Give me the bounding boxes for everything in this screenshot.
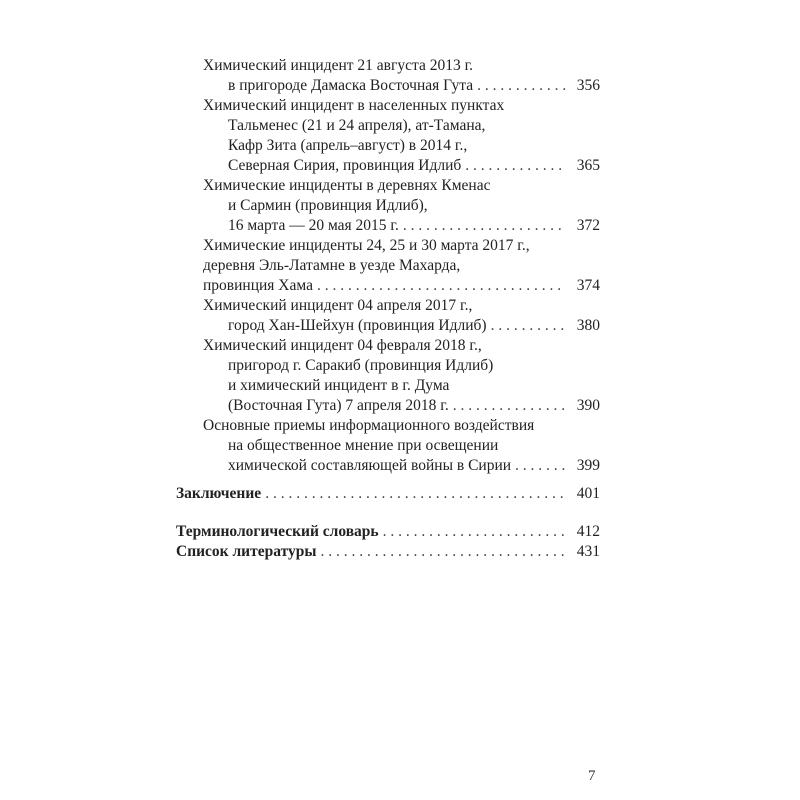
toc-chapter-title: Список литературы bbox=[176, 543, 317, 560]
dot-leader bbox=[515, 456, 566, 476]
toc-page-number: 365 bbox=[576, 157, 600, 174]
toc-entry-line bbox=[176, 296, 600, 316]
toc-entry-text: (Восточная Гута) 7 апреля 2018 г. bbox=[228, 397, 449, 414]
page-number: 7 bbox=[588, 768, 596, 784]
toc-entry-text: 16 марта — 20 мая 2015 г. bbox=[228, 217, 399, 234]
toc-entry-text: город Хан-Шейхун (провинция Идлиб) bbox=[228, 317, 487, 334]
toc-page-number: 412 bbox=[576, 523, 600, 540]
toc-entry-text: Химический инцидент 04 февраля 2018 г., bbox=[203, 337, 482, 354]
toc-entry-line bbox=[176, 156, 600, 176]
dot-leader bbox=[403, 216, 566, 236]
toc-chapter-title: Терминологический словарь bbox=[176, 523, 379, 540]
dot-leader bbox=[320, 542, 566, 562]
toc-page-number: 380 bbox=[576, 317, 600, 334]
toc-page-number: 374 bbox=[576, 277, 600, 294]
toc-entry-line bbox=[176, 336, 600, 356]
toc-page-number: 431 bbox=[576, 543, 600, 560]
toc-entry-text: в пригороде Дамаска Восточная Гута bbox=[228, 77, 474, 94]
toc-entry-line bbox=[176, 216, 600, 236]
toc-chapter-line bbox=[176, 522, 600, 542]
toc-chapter-group bbox=[176, 522, 600, 562]
toc-entry-text: Химические инциденты 24, 25 и 30 марта 2017 г., bbox=[203, 237, 530, 254]
toc-entry-text: Тальменес (21 и 24 апреля), ат-Тамана, bbox=[228, 117, 486, 134]
toc-entry-line bbox=[176, 456, 600, 476]
toc-entry-line bbox=[176, 316, 600, 336]
toc-entry-text: Основные приемы информационного воздействия bbox=[203, 417, 535, 434]
dot-leader bbox=[477, 76, 566, 96]
toc-entry-line bbox=[176, 236, 600, 256]
toc-entry-text: химической составляющей войны в Сирии bbox=[228, 457, 512, 474]
toc-chapter-title: Заключение bbox=[176, 485, 262, 502]
dot-leader bbox=[383, 522, 566, 542]
dot-leader bbox=[453, 396, 566, 416]
toc-entry-text: Кафр Зита (апрель–август) в 2014 г., bbox=[228, 137, 468, 154]
toc-entry-text: пригород г. Саракиб (провинция Идлиб) bbox=[228, 357, 494, 374]
toc-page-number: 399 bbox=[576, 457, 600, 474]
dot-leader bbox=[465, 156, 566, 176]
toc-entry-text: Химические инциденты в деревнях Кменас bbox=[203, 177, 491, 194]
toc-chapter-line bbox=[176, 484, 600, 504]
toc-page-number: 401 bbox=[576, 485, 600, 502]
toc-entry-line bbox=[176, 76, 600, 96]
toc-page-number: 372 bbox=[576, 217, 600, 234]
toc-entry-line bbox=[176, 116, 600, 136]
toc-subsection-list bbox=[176, 56, 600, 476]
toc-entry-text: провинция Хама bbox=[203, 277, 313, 294]
toc-entry-line bbox=[176, 276, 600, 296]
toc-entry-text: Северная Сирия, провинция Идлиб bbox=[228, 157, 462, 174]
dot-leader bbox=[317, 276, 566, 296]
dot-leader bbox=[491, 316, 566, 336]
toc-chapter-conclusion bbox=[176, 484, 600, 504]
toc-entry-text: Химический инцидент в населенных пунктах bbox=[203, 97, 505, 114]
toc-entry-line bbox=[176, 356, 600, 376]
toc-entry-line bbox=[176, 256, 600, 276]
toc-entry-line bbox=[176, 56, 600, 76]
toc-entry-line bbox=[176, 136, 600, 156]
toc-entry-text: Химический инцидент 21 августа 2013 г. bbox=[203, 57, 474, 74]
toc-entry-text: и Сармин (провинция Идлиб), bbox=[228, 197, 428, 214]
toc-entry-line bbox=[176, 396, 600, 416]
toc-entry-line bbox=[176, 436, 600, 456]
toc-entry-text: и химический инцидент в г. Дума bbox=[228, 377, 450, 394]
toc-page-number: 356 bbox=[576, 77, 600, 94]
toc-entry-line bbox=[176, 96, 600, 116]
toc-entry-text: на общественное мнение при освещении bbox=[228, 437, 499, 454]
toc-page-number: 390 bbox=[576, 397, 600, 414]
dot-leader bbox=[265, 484, 566, 504]
toc-entry-text: Химический инцидент 04 апреля 2017 г., bbox=[203, 297, 473, 314]
toc-entry-text: деревня Эль-Латамне в уезде Махарда, bbox=[203, 257, 461, 274]
toc-entry-line bbox=[176, 196, 600, 216]
toc-entry-line bbox=[176, 376, 600, 396]
toc-entry-line bbox=[176, 176, 600, 196]
toc-chapter-line bbox=[176, 542, 600, 562]
toc-entry-line bbox=[176, 416, 600, 436]
